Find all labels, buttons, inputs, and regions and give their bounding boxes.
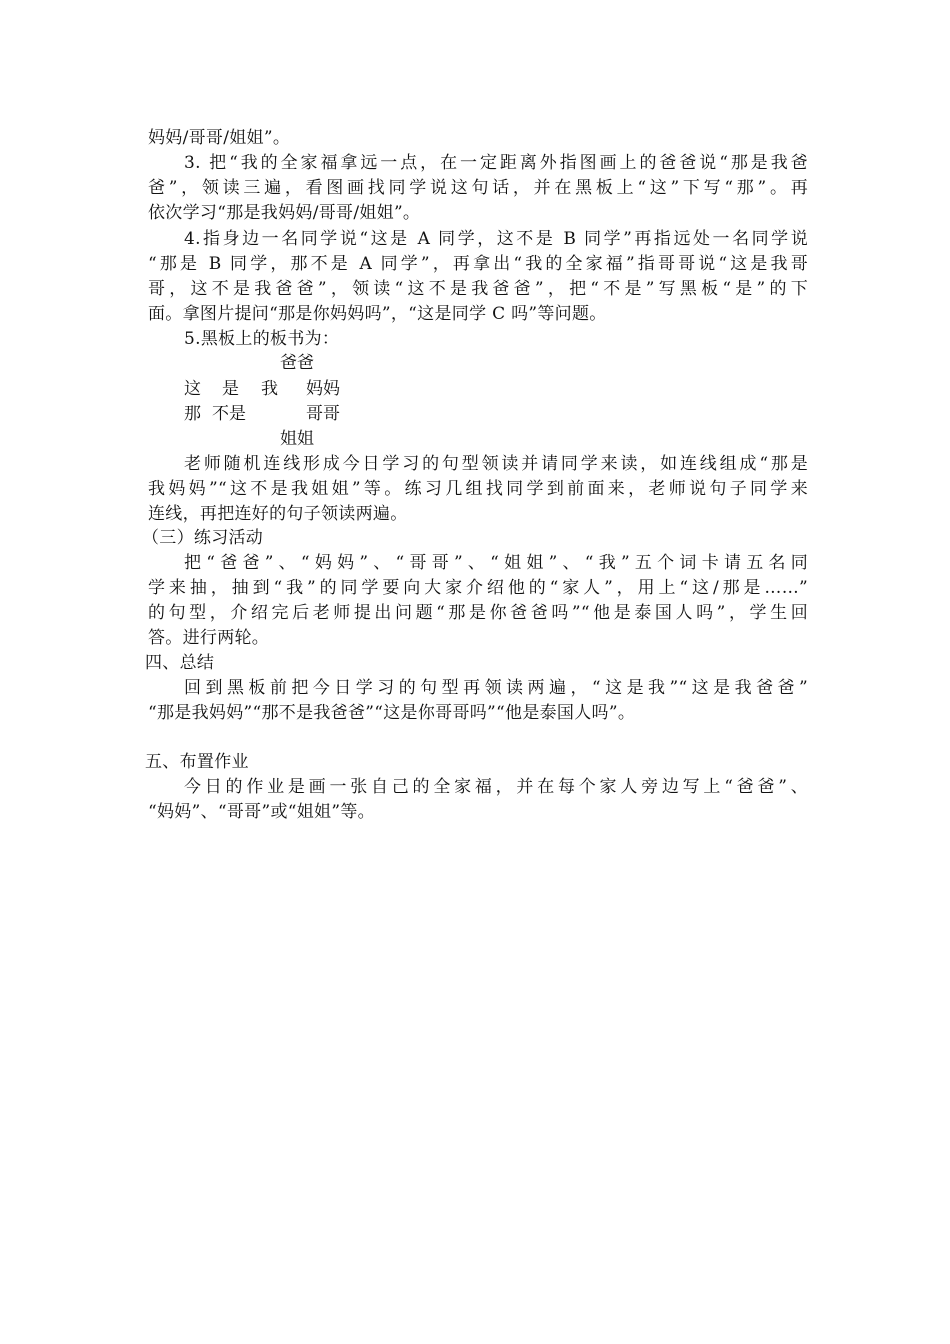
paragraph-line: 爸”，领读三遍，看图画找同学说这句话，并在黑板上“这”下写“那”。再: [148, 178, 808, 198]
paragraph-line: 答。进行两轮。: [148, 628, 270, 648]
paragraph-line: 哥，这不是我爸爸”，领读“这不是我爸爸”，把“不是”写黑板“是”的下: [148, 279, 808, 299]
board-word-wo: 我: [261, 379, 278, 399]
board-word-baba: 爸爸: [280, 353, 314, 373]
paragraph-line: 我妈妈”“这不是我姐姐”等。练习几组找同学到前面来，老师说句子同学来: [148, 479, 808, 499]
paragraph-line: 回到黑板前把今日学习的句型再领读两遍，“这是我”“这是我爸爸”: [184, 678, 808, 698]
paragraph-line: 4.指身边一名同学说“这是 A 同学，这不是 B 同学”再指远处一名同学说: [184, 229, 808, 249]
section-heading: 四、总结: [145, 653, 215, 673]
paragraph-line: 把“爸爸”、“妈妈”、“哥哥”、“姐姐”、“我”五个词卡请五名同: [184, 553, 808, 573]
paragraph-line: 依次学习“那是我妈妈/哥哥/姐姐”。: [148, 203, 421, 223]
board-word-jiejie: 姐姐: [280, 429, 314, 449]
paragraph-line: 的句型，介绍完后老师提出问题“那是你爸爸吗”“他是泰国人吗”，学生回: [148, 603, 808, 623]
paragraph-line: 连线，再把连好的句子领读两遍。: [148, 504, 408, 524]
paragraph-line: 老师随机连线形成今日学习的句型领读并请同学来读，如连线组成“那是: [184, 454, 808, 474]
paragraph-line: “那是我妈妈”“那不是我爸爸”“这是你哥哥吗”“他是泰国人吗”。: [148, 703, 636, 723]
paragraph-line: 今日的作业是画一张自己的全家福，并在每个家人旁边写上“爸爸”、: [184, 777, 808, 797]
section-heading: 五、布置作业: [145, 752, 249, 772]
board-word-mama: 妈妈: [306, 379, 340, 399]
paragraph-line: 3. 把“我的全家福拿远一点，在一定距离外指图画上的爸爸说“那是我爸: [184, 153, 808, 173]
board-word-gege: 哥哥: [306, 404, 340, 424]
paragraph-line: 5.黑板上的板书为：: [184, 329, 340, 349]
paragraph-line: 面。拿图片提问“那是你妈妈吗”，“这是同学 C 吗”等问题。: [148, 304, 607, 324]
board-word-zhe: 这: [184, 379, 201, 399]
paragraph-line: “妈妈”、“哥哥”或“姐姐”等。: [148, 802, 375, 822]
board-word-bushi: 不是: [212, 404, 246, 424]
section-heading: （三）练习活动: [142, 528, 264, 548]
paragraph-line: 妈妈/哥哥/姐姐”。: [148, 128, 291, 148]
board-word-na: 那: [184, 404, 201, 424]
paragraph-line: 学来抽，抽到“我”的同学要向大家介绍他的“家人”，用上“这/那是……”: [148, 578, 808, 598]
paragraph-line: “那是 B 同学，那不是 A 同学”，再拿出“我的全家福”指哥哥说“这是我哥: [148, 254, 808, 274]
board-word-shi: 是: [222, 379, 239, 399]
